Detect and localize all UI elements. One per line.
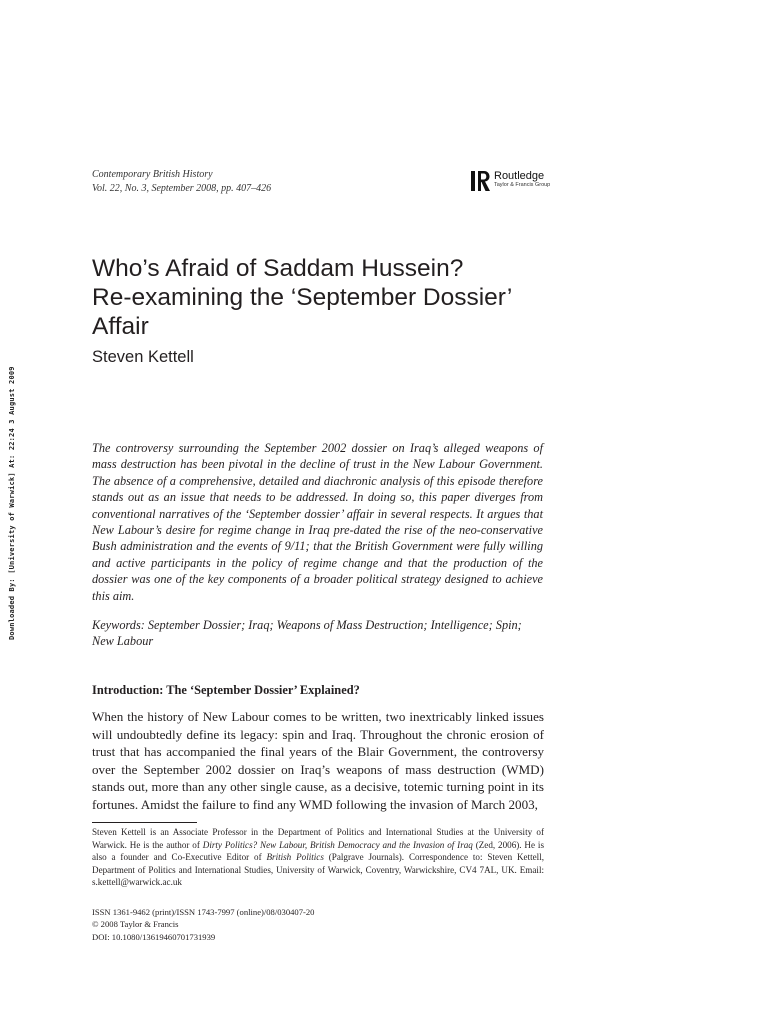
section-heading: Introduction: The ‘September Dossier’ Explained? bbox=[92, 683, 360, 697]
journal-name: Contemporary British History bbox=[92, 169, 213, 180]
title-line: Who’s Afraid of Saddam Hussein? bbox=[92, 255, 464, 282]
copyright: © 2008 Taylor & Francis bbox=[92, 919, 179, 930]
journal-header bbox=[92, 168, 271, 196]
author-footnote bbox=[92, 826, 544, 889]
footnote-text: Steven Kettell is an Associate Professor in the Department of Politics and International Studies at the University of Warwick. He is the author of bbox=[92, 827, 544, 850]
title-line: Affair bbox=[92, 313, 149, 340]
title-line: Re-examining the ‘September Dossier’ bbox=[92, 284, 513, 311]
footnote-divider bbox=[92, 822, 197, 823]
footnote-book-title: Dirty Politics? New Labour, British Democracy and the Invasion of Iraq bbox=[202, 839, 473, 850]
article-title bbox=[92, 254, 562, 341]
publisher-name: Routledge bbox=[494, 170, 545, 182]
issn: ISSN 1361-9462 (print)/ISSN 1743-7997 (online)/08/030407-20 bbox=[92, 907, 315, 917]
publisher-logo bbox=[471, 170, 550, 192]
routledge-r-icon bbox=[471, 170, 491, 192]
doi: DOI: 10.1080/13619460701731939 bbox=[92, 931, 216, 942]
publication-info bbox=[92, 906, 314, 943]
journal-citation: Vol. 22, No. 3, September 2008, pp. 407–426 bbox=[92, 183, 272, 194]
body-paragraph: When the history of New Labour comes to be written, two inextricably linked issues will undoubtedly define its legacy: spin and Iraq. Throughout the chronic erosion of trust that has accompanied the final years of the Blair Government, the controversy over the September 2002 dossier on Iraq’s weapons of mass destruction (WMD) stands out, more than any other single cause, as a decisive, totemic turning point in its fortunes. Amidst the failure to find any WMD following the invasion of March 2003, bbox=[92, 709, 544, 812]
footnote-text: (Palgrave Journals). Correspondence to: Steven Kettell, Department of Politics and International Studies, University of Warwick, Coventry, Warwickshire, CV4 7AL, UK. Email: s.kettell@warwick.ac.uk bbox=[92, 852, 544, 888]
footnote-text: (Zed, 2006). He is also a founder and Co-Executive Editor of bbox=[92, 839, 544, 863]
download-watermark: Downloaded By: [University of Warwick] At: 22:24 3 August 2009 bbox=[8, 366, 16, 640]
keywords: Keywords: September Dossier; Iraq; Weapons of Mass Destruction; Intelligence; Spin; New Labour bbox=[92, 618, 522, 649]
author-name: Steven Kettell bbox=[92, 348, 194, 366]
publisher-group: Taylor & Francis Group bbox=[494, 182, 551, 188]
abstract: The controversy surrounding the September 2002 dossier on Iraq’s alleged weapons of mass destruction has been pivotal in the decline of trust in the New Labour Government. The absence of a comprehensive, detailed and diachronic analysis of this episode therefore stands out as an issue that needs to be addressed. In doing so, this paper diverges from conventional narratives of the ‘September dossier’ affair in several respects. It argues that New Labour’s desire for regime change in Iraq pre-dated the rise of the neo-conservative Bush administration and the events of 9/11; that the British Government were fully willing and active participants in the policy of regime change and that the production of the dossier was one of the key components of a broader political strategy designed to achieve this aim. bbox=[92, 441, 543, 603]
footnote-journal-title: British Politics bbox=[266, 852, 324, 863]
